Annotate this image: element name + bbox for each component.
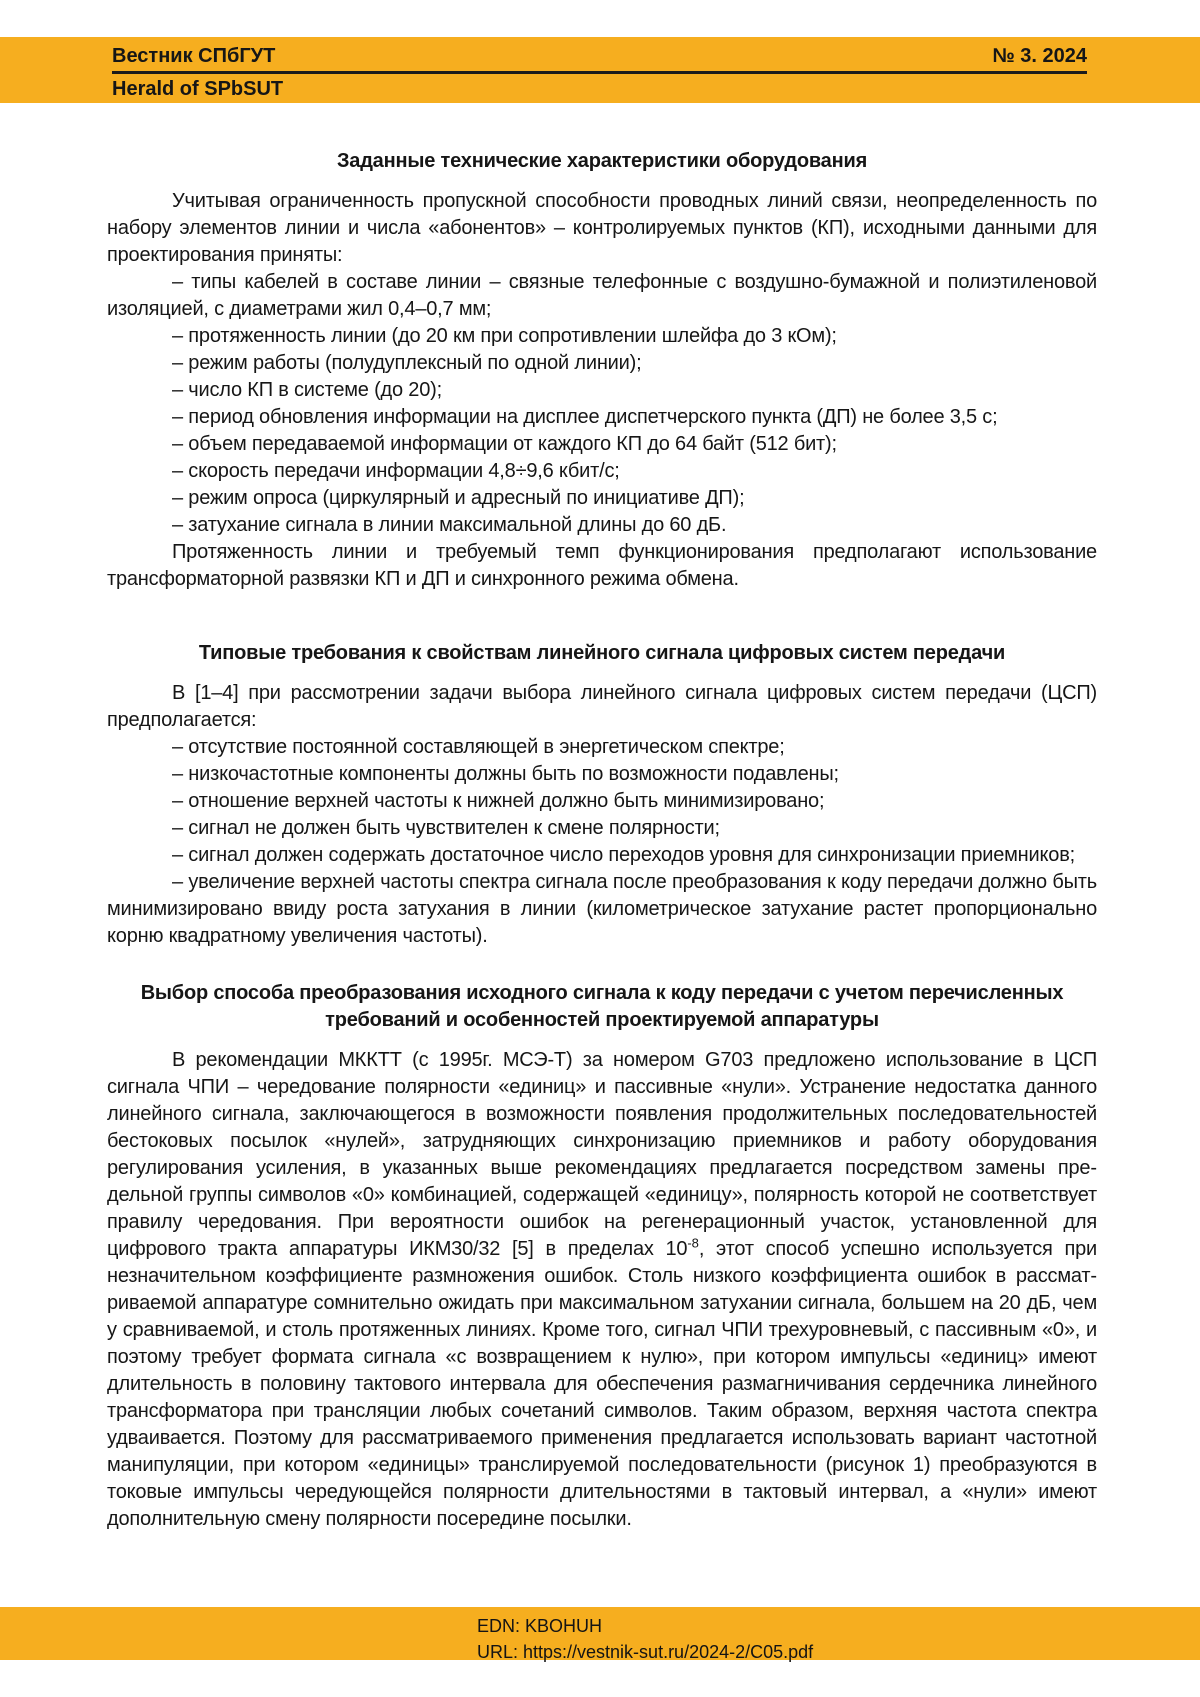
section-heading-method-choice: Выбор способа преобразования исходного сигнала к коду передачи с учетом перечисленных требований и особенностей проектируемой аппаратуры [140, 982, 1064, 1031]
bullet-item: – отсутствие постоянной составляющей в энергетическом спектре; [172, 736, 785, 758]
issue-number: № 3. 2024 [992, 45, 1087, 67]
page-header [112, 44, 1087, 102]
bullet-item: – увеличение верхней частоты спектра сигнала после преобразования к коду передачи должно быть минимизировано ввиду роста затухания в линии (километрическое затухание растет пропорционально корню квадратному увеличения частоты). [107, 871, 1097, 947]
paragraph-conclusion-specs: Протяженность линии и требуемый темп функционирования предполагают использование трансформаторной развязки КП и ДП и синхронного режима обмена. [107, 541, 1097, 590]
bullet-item: – низкочастотные компоненты должны быть по возможности подавлены; [172, 763, 839, 785]
paragraph-requirements-intro: В [1–4] при рассмотрении задачи выбора линейного сигнала цифровых систем передачи (ЦСП) предполагается: [107, 682, 1097, 731]
footer-edn: EDN: KBOHUH [477, 1616, 603, 1636]
bullet-item: – протяженность линии (до 20 км при сопротивлении шлейфа до 3 кОм); [172, 325, 837, 347]
bullet-item: – сигнал должен содержать достаточное число переходов уровня для синхронизации приемников; [172, 844, 1075, 866]
bullet-item: – сигнал не должен быть чувствителен к смене полярности; [172, 817, 720, 839]
footer-band [0, 1607, 1200, 1660]
section-heading-requirements: Типовые требования к свойствам линейного сигнала цифровых систем передачи [198, 642, 1006, 664]
journal-title-en: Herald of SPbSUT [112, 77, 284, 100]
paragraph-text: В рекомендации МККТТ (с 1995г. МСЭ-Т) за номером G703 предложено использование в ЦСП сигнала ЧПИ – чередование полярности «единиц» и пассивные «нули». Устранение недостатка данного линейного сигнала, заключающегося в возможности появления продолжительных последовательностей бестоковых посылок «нулей», затрудняющих синхронизацию приемников и работу оборудования регулирования усиления, в указанных выше рекомендациях предлагается посредством замены предельной группы символов «0» комбинацией, содержащей «единицу», полярность которой не соответствует правилу чередования. При вероятности ошибок на регенерационный участок, установленной для цифрового тракта аппаратуры ИКМ30/32 [5] в пределах 10 [107, 1049, 1097, 1260]
bullet-item: – скорость передачи информации 4,8÷9,6 кбит/с; [172, 460, 620, 482]
footer-url[interactable]: URL: https://vestnik-sut.ru/2024-2/C05.pdf [477, 1642, 814, 1662]
header-band [0, 37, 1200, 103]
bullet-item: – типы кабелей в составе линии – связные телефонные с воздушно-бумажной и полиэтиленовой изоляцией, с диаметрами жил 0,4–0,7 мм; [107, 271, 1097, 320]
bullet-item: – число КП в системе (до 20); [172, 379, 442, 401]
paragraph-text: , этот способ успешно используется при незначительном коэффициенте размножения ошибок. Столь низкого коэффициента ошибок в рассматриваемой аппаратуре сомнительно ожидать при максимальном затухании сигнала, большем на 20 дБ, чем у сравниваемой, и столь протяженных линиях. Кроме того, сигнал ЧПИ трехуровневый, с пассивным «0», и поэтому требует формата сигнала «с возвращением к нулю», при котором импульсы «единиц» имеют длительность в половину тактового интервала для обеспечения размагничивания сердечника линейного трансформатора при трансляции любых сочетаний символов. Таким образом, верхняя частота спектра удваивается. Поэтому для рассматриваемого применения предлагается использовать вариант частотной манипуляции, при котором «единицы» транслируемой последовательности (рисунок 1) преобразуются в токовые импульсы чередующейся полярности длительностями в тактовый интервал, а «нули» имеют дополнительную смену полярности посередине посылки. [107, 1238, 1097, 1530]
bullet-item: – затухание сигнала в линии максимальной длины до 60 дБ. [172, 514, 727, 536]
superscript-exponent: -8 [687, 1235, 699, 1251]
bullet-item: – период обновления информации на дисплее диспетчерского пункта (ДП) не более 3,5 с; [172, 406, 998, 428]
bullet-item: – отношение верхней частоты к нижней должно быть минимизировано; [172, 790, 825, 812]
page-footer [477, 1613, 813, 1665]
bullet-item: – режим работы (полудуплексный по одной линии); [172, 352, 642, 374]
bullet-item: – объем передаваемой информации от каждого КП до 64 байт (512 бит); [172, 433, 837, 455]
journal-title-ru: Вестник СПбГУТ [112, 45, 276, 67]
paragraph-intro: Учитывая ограниченность пропускной способности проводных линий связи, неопределенность по набору элементов линии и числа «абонентов» – контролируемых пунктов (КП), исходными данными для проектирования приняты: [107, 190, 1097, 266]
paragraph-method [107, 1047, 1097, 1533]
bullet-item: – режим опроса (циркулярный и адресный по инициативе ДП); [172, 487, 745, 509]
section-heading-specs: Заданные технические характеристики оборудования [336, 150, 868, 172]
header-rule [112, 71, 1087, 74]
header-row [112, 44, 1087, 69]
article-body [107, 103, 1097, 1533]
